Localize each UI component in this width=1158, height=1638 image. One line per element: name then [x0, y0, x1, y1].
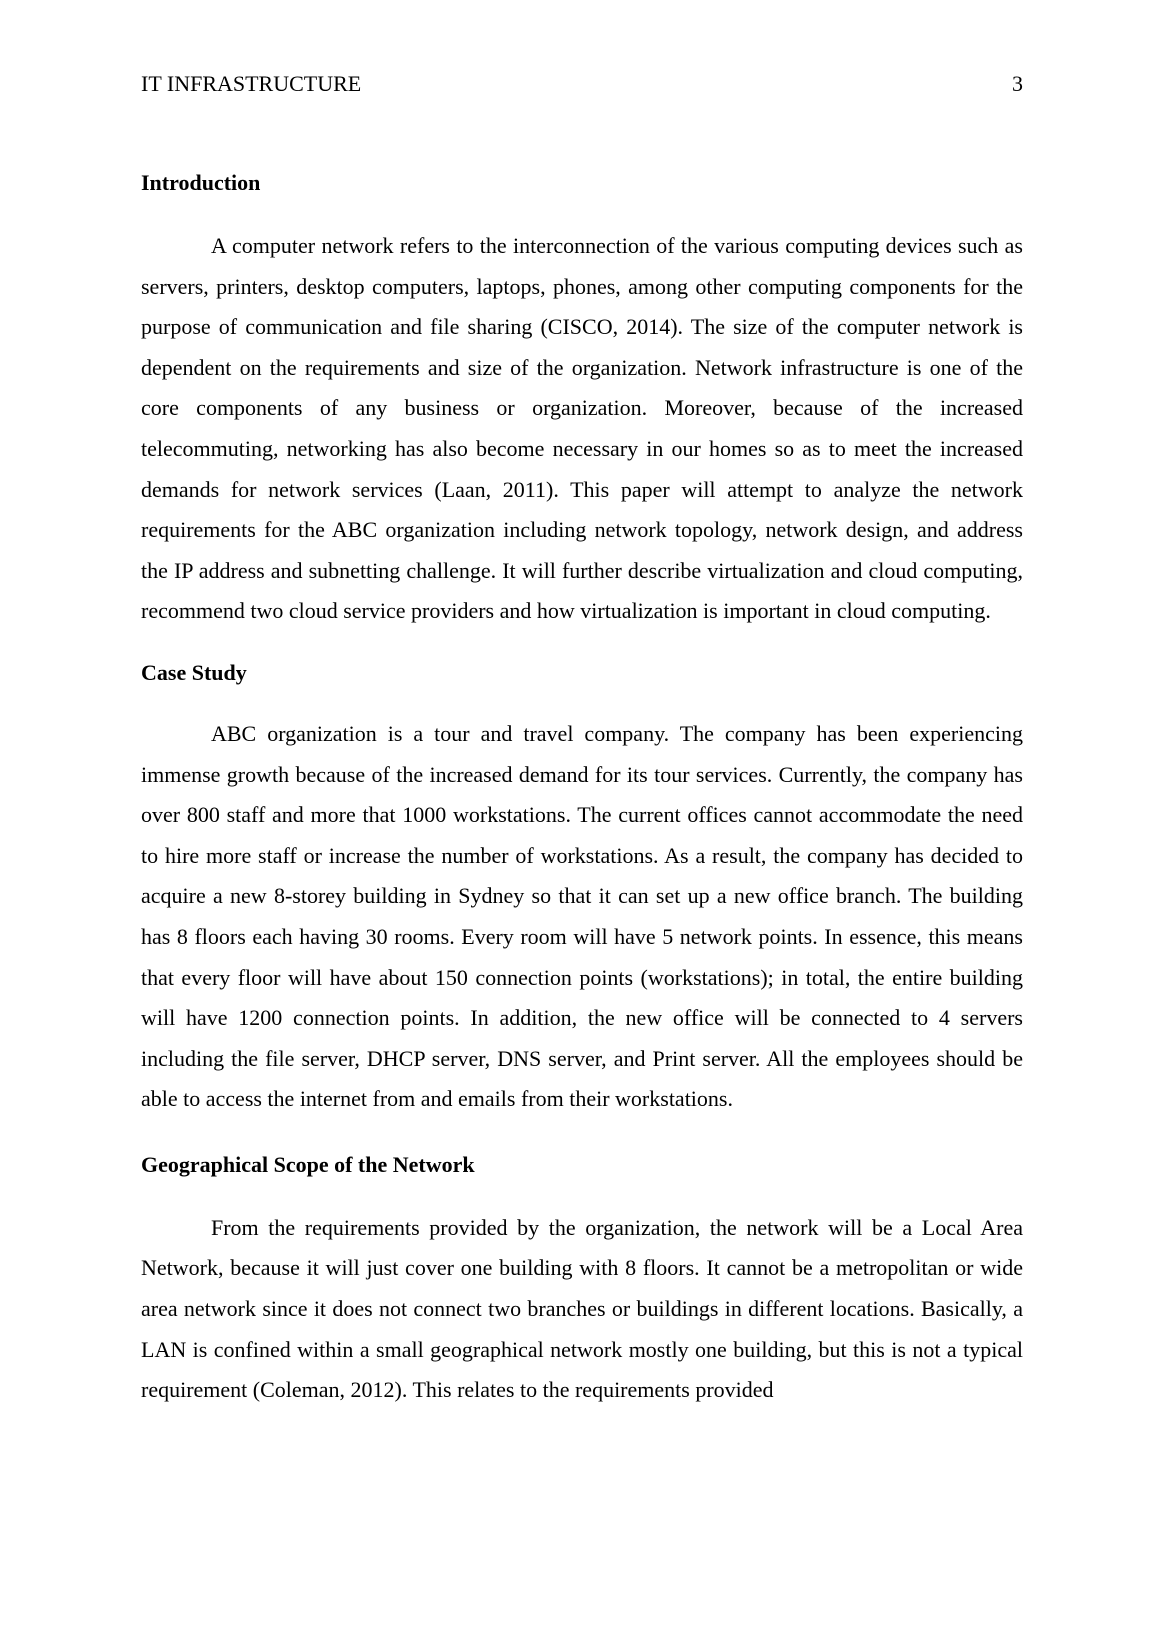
paragraph-geographical-scope: From the requirements provided by the organization, the network will be a Local Area Network, because it will just cover one building with 8 floors. It cannot be a metropolitan or wide area network since it does not connect two branches or buildings in different locations. Basically, a LAN is confined within a small geographical network mostly one building, but this is not a typical requirement (Coleman, 2012). This relates to the requirements provided [141, 1214, 1023, 1403]
section-heading-geographical-scope: Geographical Scope of the Network [141, 1151, 475, 1177]
page-number: 3 [1012, 71, 1023, 96]
document-page [141, 0, 1023, 1638]
document-body [141, 164, 1023, 1411]
section-heading-case-study: Case Study [141, 659, 247, 685]
section-heading-introduction: Introduction [141, 170, 261, 195]
paragraph-introduction: A computer network refers to the interconnection of the various computing devices such as servers, printers, desktop computers, laptops, phones, among other computing components for the purpose of communication and file sharing (CISCO, 2014). The size of the computer network is dependent on the requirements and size of the organization. Network infrastructure is one of the core components of any business or organization. Moreover, because of the increased telecommuting, networking has also become necessary in our homes so as to meet the increased demands for network services (Laan, 2011). This paper will attempt to analyze the network requirements for the ABC organization including network topology, network design, and address the IP address and subnetting challenge. It will further describe virtualization and cloud computing, recommend two cloud service providers and how virtualization is important in cloud computing. [141, 233, 1023, 624]
running-title: IT INFRASTRUCTURE [141, 71, 362, 96]
paragraph-case-study: ABC organization is a tour and travel company. The company has been experiencing immense growth because of the increased demand for its tour services. Currently, the company has over 800 staff and more that 1000 workstations. The current offices cannot accommodate the need to hire more staff or increase the number of workstations. As a result, the company has decided to acquire a new 8-storey building in Sydney so that it can set up a new office branch. The building has 8 floors each having 30 rooms. Every room will have 5 network points. In essence, this means that every floor will have about 150 connection points (workstations); in total, the entire building will have 1200 connection points. In addition, the new office will be connected to 4 servers including the file server, DHCP server, DNS server, and Print server. All the employees should be able to access the internet from and emails from their workstations. [141, 720, 1023, 1112]
